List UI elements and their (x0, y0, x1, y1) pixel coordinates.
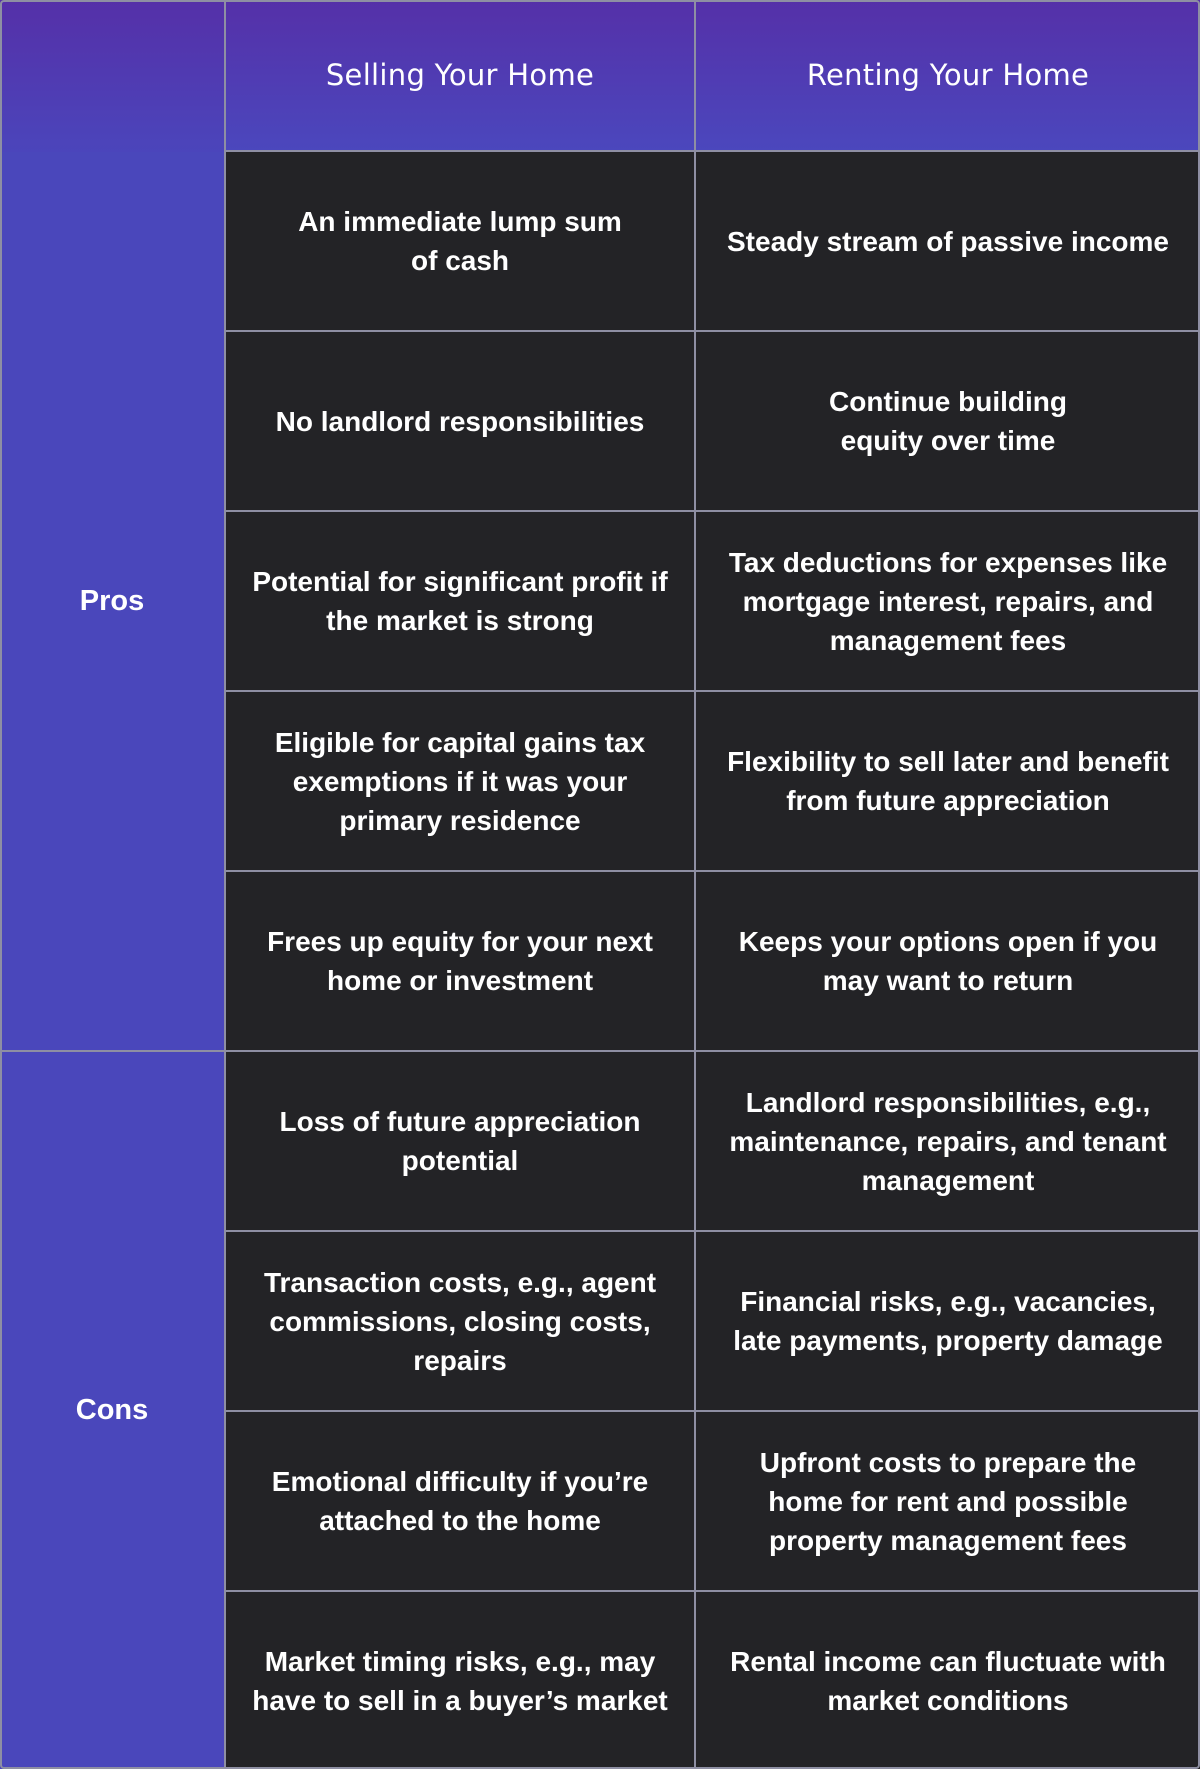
pros-renting-cell: Steady stream of passive income (696, 152, 1200, 332)
pros-selling-cell: No landlord responsibilities (226, 332, 696, 512)
pros-selling-cell: Potential for significant profit if the market is strong (226, 512, 696, 692)
cons-renting-cell: Financial risks, e.g., vacancies, late payments, property damage (696, 1232, 1200, 1412)
header-selling: Selling Your Home (226, 0, 696, 152)
cons-selling-cell: Loss of future appreciation potential (226, 1052, 696, 1232)
pros-renting-cell: Continue building equity over time (696, 332, 1200, 512)
cons-renting-cell: Upfront costs to prepare the home for rent and possible property management fees (696, 1412, 1200, 1592)
pros-renting-cell: Tax deductions for expenses like mortgage interest, repairs, and management fees (696, 512, 1200, 692)
pros-renting-cell: Flexibility to sell later and benefit from future appreciation (696, 692, 1200, 872)
cons-renting-cell: Landlord responsibilities, e.g., maintenance, repairs, and tenant management (696, 1052, 1200, 1232)
cons-renting-cell: Rental income can fluctuate with market conditions (696, 1592, 1200, 1769)
header-renting: Renting Your Home (696, 0, 1200, 152)
pros-selling-cell: Frees up equity for your next home or investment (226, 872, 696, 1052)
cons-selling-cell: Emotional difficulty if you’re attached to the home (226, 1412, 696, 1592)
cons-selling-cell: Transaction costs, e.g., agent commissions, closing costs, repairs (226, 1232, 696, 1412)
row-label-pros: Pros (0, 152, 226, 1052)
cons-selling-cell: Market timing risks, e.g., may have to sell in a buyer’s market (226, 1592, 696, 1769)
row-label-cons: Cons (0, 1052, 226, 1769)
pros-renting-cell: Keeps your options open if you may want to return (696, 872, 1200, 1052)
pros-selling-cell: An immediate lump sum of cash (226, 152, 696, 332)
table-corner-cell (0, 0, 226, 152)
pros-selling-cell: Eligible for capital gains tax exemptions if it was your primary residence (226, 692, 696, 872)
